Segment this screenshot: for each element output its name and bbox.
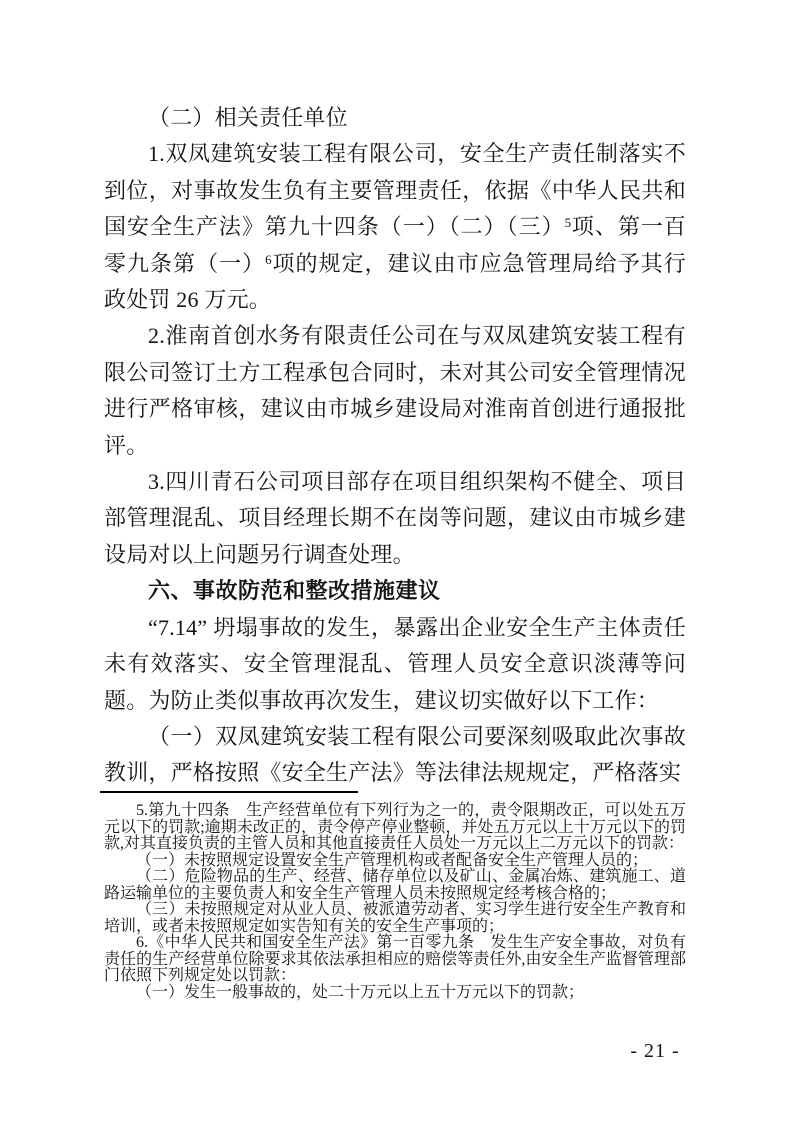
footnote-ref-5: 5 xyxy=(564,215,572,231)
paragraph-recommendation-1: （一）双凤建筑安装工程有限公司要深刻吸取此次事故教训，严格按照《安全生产法》等法律法规规定，严格落实 xyxy=(104,723,686,786)
footnote-5-item-3: （三）未按照规定对从业人员、被派遣劳动者、实习学生进行安全生产教育和培训，或者未按照规定如实告知有关的安全生产事项的； xyxy=(104,901,686,935)
paragraph-huainan-capital: 2.淮南首创水务有限责任公司在与双凤建筑安装工程有限公司签订土方工程承包合同时，未对其公司安全管理情况进行严格审核，建议由市城乡建设局对淮南首创进行通报批评。 xyxy=(104,323,686,458)
footnote-separator-line xyxy=(100,791,358,793)
document-body xyxy=(104,100,686,792)
para1-segment-b: 项、第一百零九条第（一） xyxy=(104,214,686,276)
footnote-ref-6: 6 xyxy=(265,251,272,267)
section-heading-prevention-measures: 六、事故防范和整改措施建议 xyxy=(148,578,441,604)
paragraph-shuangfeng-penalty xyxy=(104,136,686,318)
footnote-6-intro: 6.《中华人民共和国安全生产法》第一百零九条 发生生产安全事故，对负有责任的生产经营单位除要求其依法承担相应的赔偿等责任外,由安全生产监督管理部门依照下列规定处以罚款： xyxy=(104,934,686,984)
page-number: - 21 - xyxy=(630,1040,680,1062)
paragraph-sichuan-qingshi: 3.四川青石公司项目部存在项目组织架构不健全、项目部管理混乱、项目经理长期不在岗等问题，建议由市城乡建设局对以上问题另行调查处理。 xyxy=(104,469,686,567)
section-heading-related-units: （二）相关责任单位 xyxy=(148,105,348,130)
footnote-5-intro: 5.第九十四条 生产经营单位有下列行为之一的，责令限期改正，可以处五万元以下的罚款;逾期未改正的，责令停产停业整顿，并处五万元以上十万元以下的罚款,对其直接负责的主管人员和其他直接责任人员处一万元以上二万元以下的罚款： xyxy=(104,802,686,852)
footnote-5-item-1: （一）未按照规定设置安全生产管理机构或者配备安全生产管理人员的； xyxy=(136,851,649,869)
footnote-6-item-1: （一）发生一般事故的，处二十万元以上五十万元以下的罚款； xyxy=(136,983,585,1001)
footnote-5-item-2: （二）危险物品的生产、经营、储存单位以及矿山、金属冶炼、建筑施工、道路运输单位的主要负责人和安全生产管理人员未按照规定经考核合格的； xyxy=(104,868,686,902)
para1-segment-c: 项的规定，建议由市应急管理局给予其行政处罚 26 万元。 xyxy=(104,250,686,313)
para1-segment-a: 1.双凤建筑安装工程有限公司，安全生产责任制落实不到位，对事故发生负有主要管理责任，依据《中华人民共和国安全生产法》第九十四条（一）（二）（三） xyxy=(104,141,686,240)
paragraph-accident-summary: “7.14” 坍塌事故的发生，暴露出企业安全生产主体责任未有效落实、安全管理混乱、管理人员安全意识淡薄等问题。为防止类似事故再次发生，建议切实做好以下工作： xyxy=(104,614,686,713)
footnotes-section xyxy=(104,803,686,1001)
